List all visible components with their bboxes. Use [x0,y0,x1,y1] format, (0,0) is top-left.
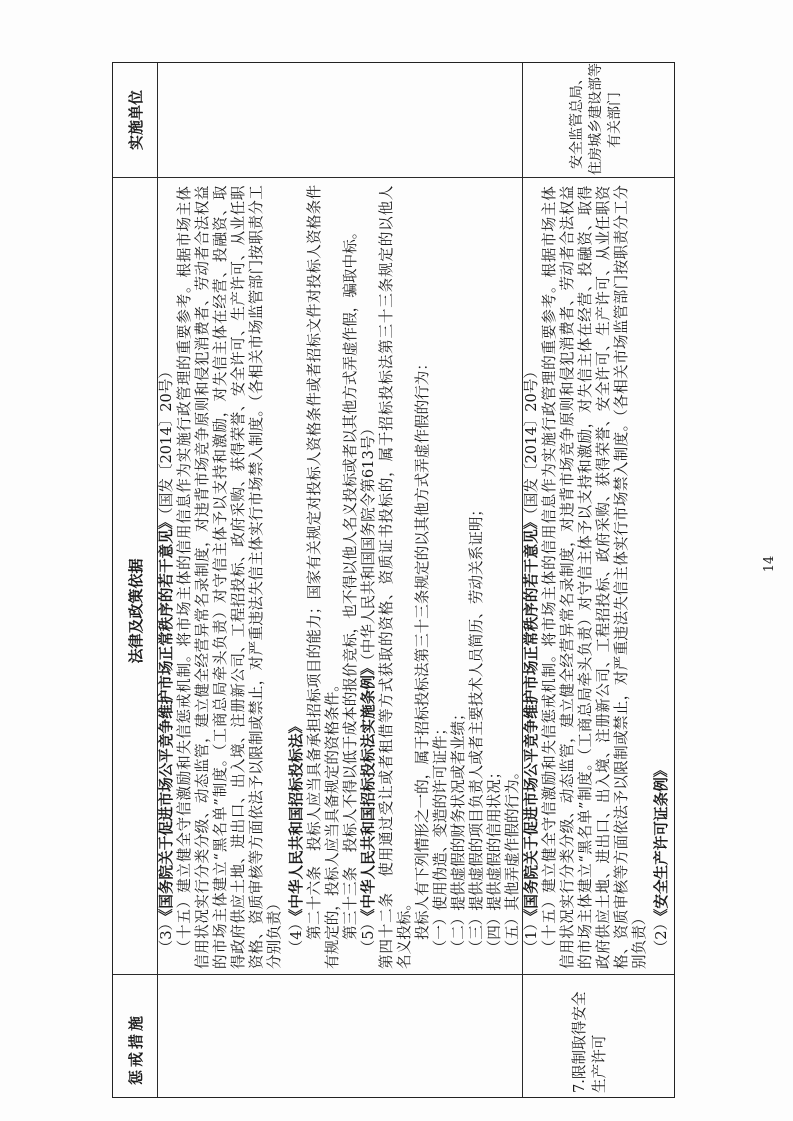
text-line: 的市场主体建立“黑名单”制度。（工商总局牵头负责）对守信主体予以支持和激励，对失信主体在经营、投融资、取得 [577,185,594,969]
document-number: （国发〔2014〕20号） [523,364,540,515]
law-title: 《安全生产许可证条例》 [653,762,670,916]
text-line: 名义投标。 [396,896,413,969]
law-title: 《国务院关于促进市场公平竞争维护市场正常秩序的若干意见》 [523,514,540,916]
text-line: 政府供应土地、进出口、出入境、注册新公司、工程招投标、政府采购、获得荣誉、安全许可、生产许可、从业任职资 [595,185,612,969]
document-number: （中华人民共和国国务院令第613号） [360,421,377,661]
row1-agency-cell [158,63,523,177]
list-item: （一）使用伪造、变造的许可证件； [432,720,449,955]
text-line: 格、资质审核等方面依法予以限制或禁止，对严重违法失信主体实行市场禁入制度。（各相关市场监管部门按职责分工分 [613,184,630,969]
agency-text-line: 有关部门 [607,92,623,148]
law-reference-heading [653,185,671,969]
law-reference-heading [288,185,306,969]
measure-text-line: 7.限制取得安全 [571,991,588,1093]
row1-measure-cell [158,974,523,1097]
row2-basis-cell [523,177,674,974]
page-number: 14 [762,555,777,573]
law-reference-heading [523,185,541,969]
agency-text-line: 安全监管总局、 [569,71,585,169]
text-line: 第四十二条 使用通过受让或者租借等方式获取的资格、资质证书投标的，属于招标投标法第三十三条规定的以他人 [378,184,395,969]
text-line: 有规定的，投标人应当具备规定的资格条件。 [324,677,341,969]
text-line: 的市场主体建立“黑名单”制度。（工商总局牵头负责）对守信主体予以支持和激励，对失信主体在经营、投融资、取 [212,184,229,969]
text-line: 得政府供应土地、进出口、出入境、注册新公司、工程招投标、政府采购、获得荣誉、安全许可、生产许可、从业任职 [230,185,247,969]
text-line: 信用状况实行分类分级、动态监管，建立健全经营异常名录制度，对违背市场竞争原则和侵犯消费者、劳动者合法权益 [194,185,211,969]
law-title: 《中华人民共和国招标投标法实施条例》 [360,660,377,916]
row2-agency-cell [523,63,674,177]
sanctions-table [112,62,675,1098]
header-basis-label: 法律及政策依据 [126,558,145,664]
document-number: （国发〔2014〕20号） [158,364,175,515]
text-line: 别负责） [631,910,648,969]
text-line: 信用状况实行分类分级、动态监管，建立健全经营异常名录制度，对违背市场竞争原则和侵犯消费者、劳动者合法权益 [559,185,576,969]
header-measure [113,974,158,1097]
row2-measure-cell [523,974,674,1097]
row1-basis-cell [158,177,523,974]
header-basis [113,177,158,974]
reference-number: （2） [653,915,670,955]
header-agency-label: 实施单位 [126,90,145,151]
text-line: 第三十三条 投标人不得以低于成本的报价竞标，也不得以他人名义投标或者以其他方式弄虚作假，骗取中标。 [342,224,359,940]
law-reference-heading [158,185,176,969]
measure-text-line: 生产许可 [591,1034,608,1093]
law-title: 《中华人民共和国招标投标法》 [288,718,305,916]
reference-number: （4） [288,915,305,955]
text-line: 投标人有下列情形之一的，属于招标投标法第三十三条规定的以其他方式弄虚作假的行为： [414,356,431,940]
header-measure-label: 惩戒措施 [126,1013,145,1086]
header-agency [113,63,158,177]
list-item: （四）提供虚假的信用状况； [486,764,503,955]
list-item: （五）其他弄虚作假的行为。 [504,764,521,955]
agency-text-line: 住房城乡建设部等 [588,63,604,175]
law-title: 《国务院关于促进市场公平竞争维护市场正常秩序的若干意见》 [158,514,175,916]
list-item: （三）提供虚假的项目负责人或者主要技术人员简历、劳动关系证明； [468,501,485,955]
law-reference-heading [360,185,378,969]
text-line: （十五）建立健全守信激励和失信惩戒机制。将市场主体的信用信息作为实施行政管理的重要参考。根据市场主体 [541,185,558,955]
text-line: （十五）建立健全守信激励和失信惩戒机制。将市场主体的信用信息作为实施行政管理的重要参考。根据市场主体 [176,185,193,955]
reference-number: （5） [360,915,377,955]
text-line: 第二十六条 投标人应当具备承担招标项目的能力；国家有关规定对投标人资格条件或者招标文件对投标人资格条件 [306,184,323,940]
reference-number: （1） [523,915,540,955]
list-item: （二）提供虚假的财务状况或者业绩； [450,706,467,955]
reference-number: （3） [158,915,175,955]
text-line: 分别负责） [266,896,283,969]
text-line: 资格、资质审核等方面依法予以限制或禁止，对严重违法失信主体实行市场禁入制度。（各相关市场监管部门按职责分工 [248,184,265,969]
